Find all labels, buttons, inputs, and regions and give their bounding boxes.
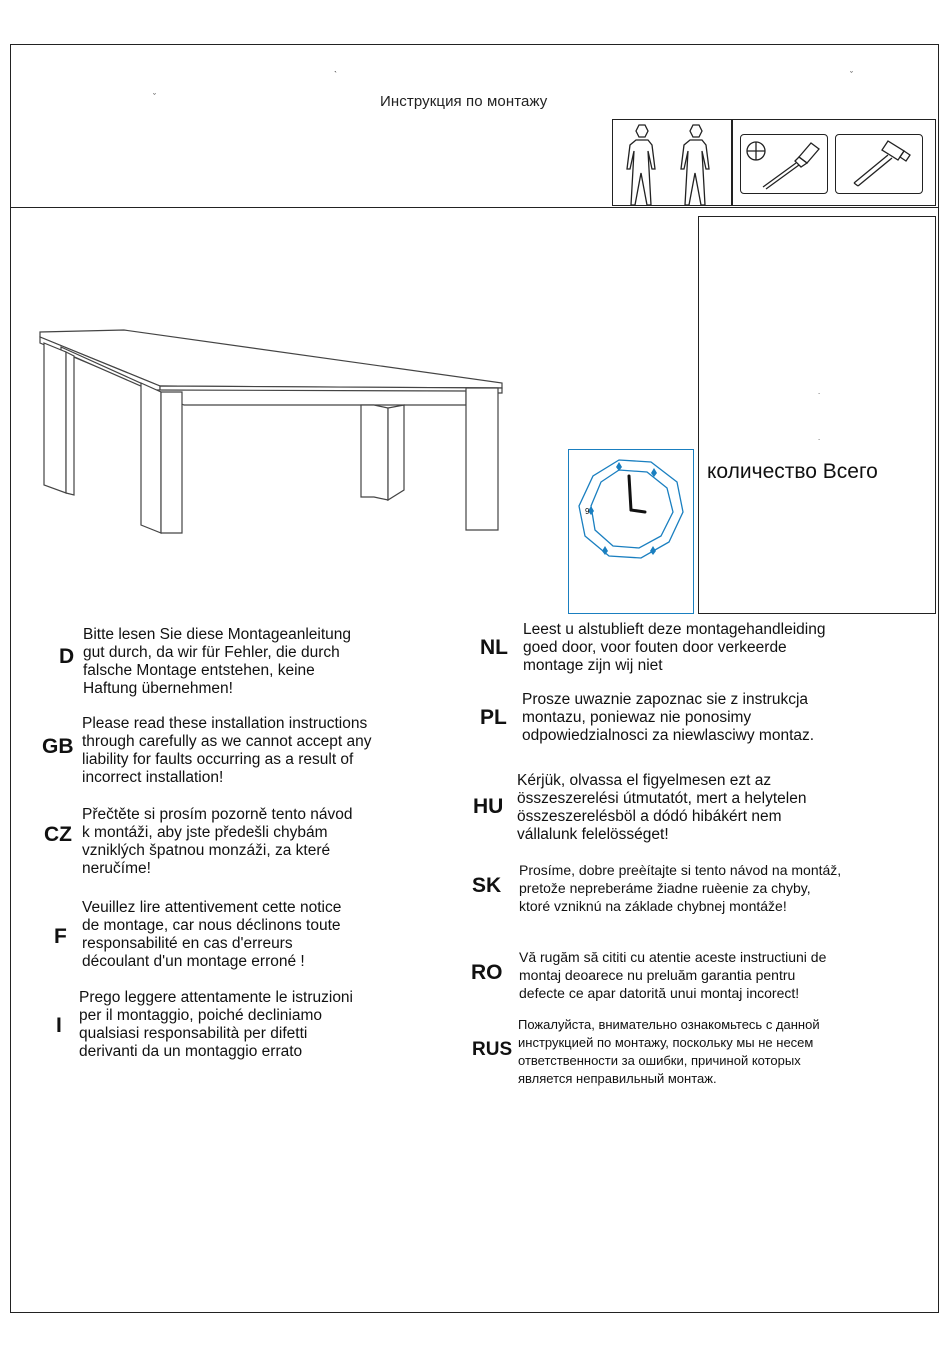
screwdriver-icon <box>741 135 827 193</box>
instruction-text-f: Veuillez lire attentivement cette notice de montage, car nous déclinons toute responsabilité en cas d'erreurs découlant d'un montage erroné ! <box>82 899 342 970</box>
header-divider <box>10 207 939 208</box>
instruction-text-i: Prego leggere attentamente le istruzioni per il montaggio, poiché decliniamo qualsiasi responsabilità per difetti derivanti da un montaggio errato <box>79 989 353 1060</box>
instruction-text-d: Bitte lesen Sie diese Montageanleitung gut durch, da wir für Fehler, die durch falsche Montage entstehen, keine Haftung übernehmen! <box>83 626 351 697</box>
instruction-text-sk: Prosíme, dobre preèítajte si tento návod na montáž, pretože nepreberáme žiadne ruèenie za chyby, ktoré vzniknú na základe chybnej montáže! <box>519 862 842 914</box>
instruction-text-ro: Vă rugăm să cititi cu atentie aceste instructiuni de montaj deoarece nu preluăm garantia pentru defecte ce apar datorită unui montaj incorect! <box>519 949 827 1001</box>
lang-code-f: F <box>54 925 67 948</box>
lang-code-sk: SK <box>472 874 502 897</box>
table-illustration <box>36 325 506 535</box>
lang-code-d: D <box>59 645 75 668</box>
header-mark: ˇ <box>850 70 853 80</box>
header-mark: ` <box>334 70 337 80</box>
screwdriver-tool <box>740 134 828 194</box>
instruction-text-cz: Přečtěte si prosím pozorně tento návod k montáži, aby jste předešli chybám vzniklých špatnou monzáži, za které neručíme! <box>82 806 353 877</box>
lang-code-rus: RUS <box>472 1039 513 1060</box>
assembly-time-box <box>568 449 694 614</box>
lang-code-ro: RO <box>471 961 503 984</box>
lang-code-nl: NL <box>480 636 508 659</box>
quantity-mark: ˙ <box>818 438 821 448</box>
instruction-text-nl: Leest u alstublieft deze montagehandleiding goed door, voor fouten door verkeerde montage zijn wij niet <box>523 621 826 674</box>
instruction-text-pl: Prosze uwaznie zapoznac sie z instrukcja montazu, poniewaz nie ponosimy odpowiedzialnosci za niewlasciwy montaz. <box>522 691 815 744</box>
hammer-icon <box>836 135 922 193</box>
lang-code-gb: GB <box>42 735 74 758</box>
page-title: Инструкция по монтажу <box>380 93 548 110</box>
lang-code-i: I <box>56 1014 62 1037</box>
instruction-text-rus: Пожалуйста, внимательно ознакомьтесь с данной инструкцией по монтажу, поскольку мы не несем ответственности за ошибки, причиной которых является неправильный монтаж. <box>518 1017 820 1086</box>
lang-code-cz: CZ <box>44 823 72 846</box>
two-persons-icon <box>613 120 731 205</box>
lang-code-hu: HU <box>473 795 504 818</box>
hammer-tool <box>835 134 923 194</box>
parts-quantity-box <box>698 216 936 614</box>
lang-code-pl: PL <box>480 706 507 729</box>
instruction-text-gb: Please read these installation instructions through carefully as we cannot accept any liability for faults occurring as a result of incorrect installation! <box>82 715 372 786</box>
clock-icon <box>569 450 693 613</box>
instruction-text-hu: Kérjük, olvassa el figyelmesen ezt az összeszerelési útmutatót, mert a helytelen összeszerelésböl a dódó hibákért nem vállalunk felelösséget! <box>517 772 807 843</box>
header-mark: ˇ <box>153 92 156 102</box>
clock-numeral: 9 <box>585 507 590 516</box>
quantity-mark: ˙ <box>818 392 821 402</box>
quantity-label: количество Всего <box>707 460 878 483</box>
people-required-box <box>612 119 732 206</box>
